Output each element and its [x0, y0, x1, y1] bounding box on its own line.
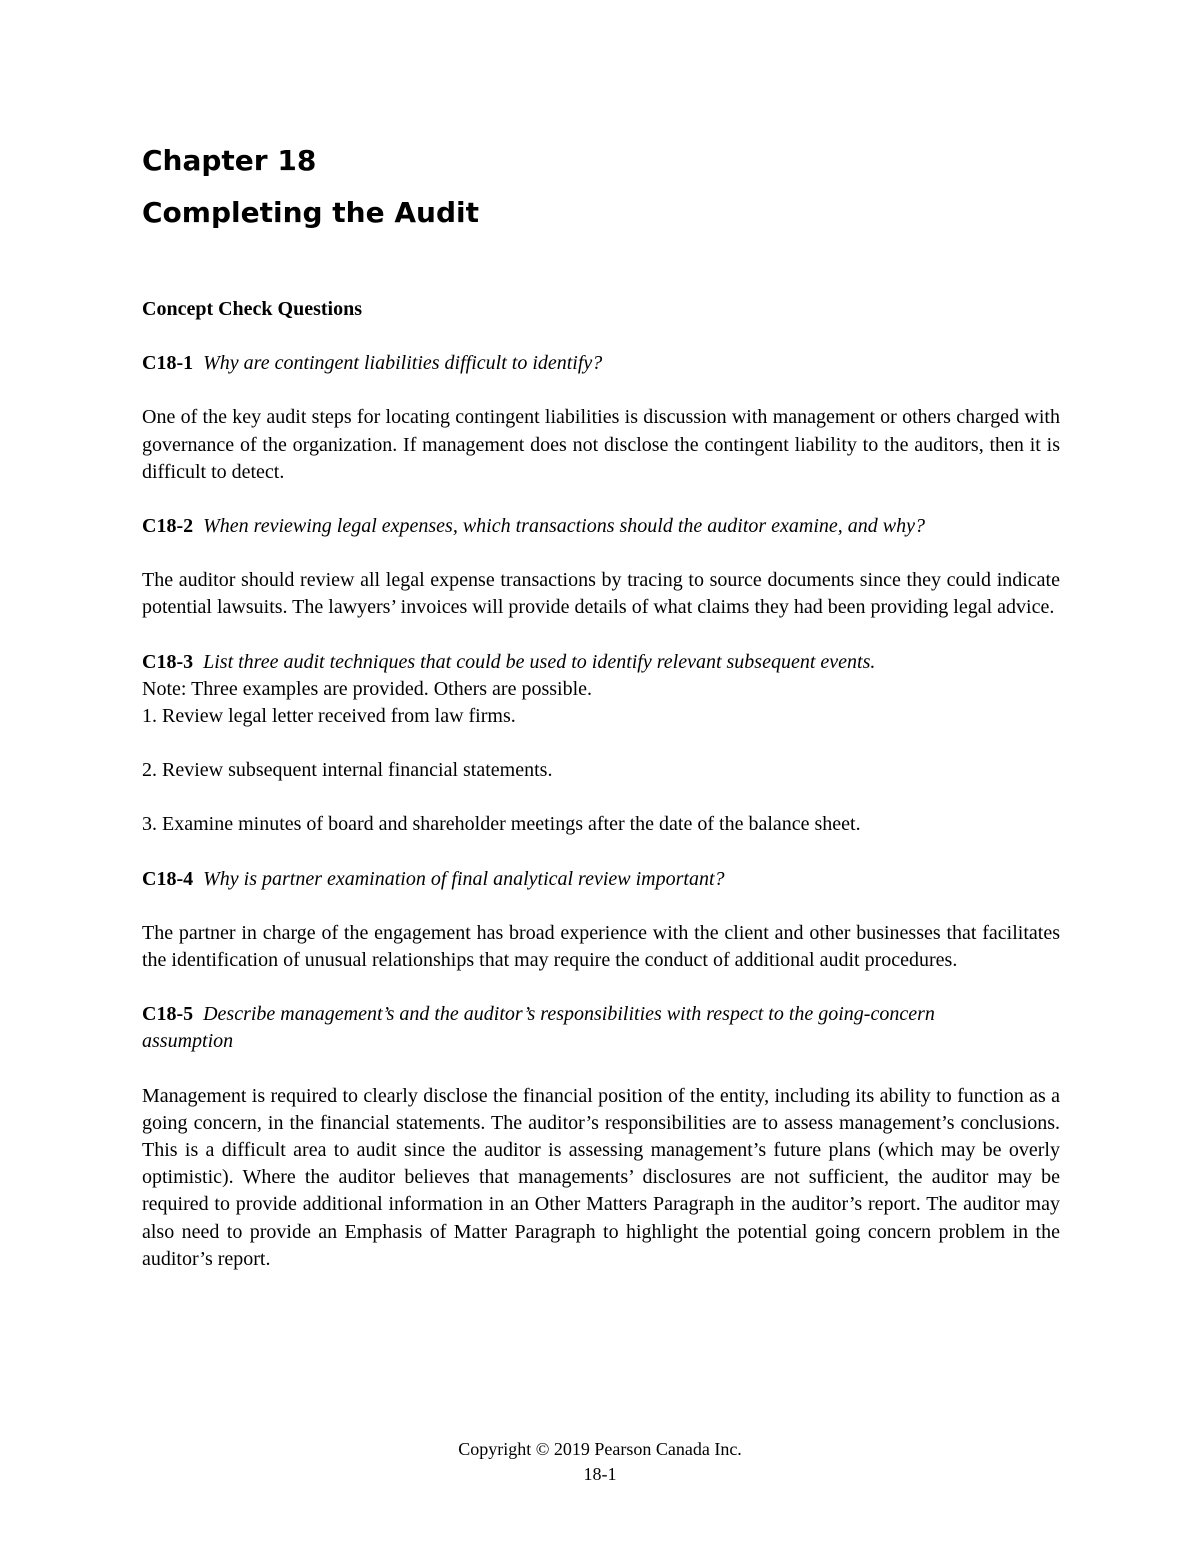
answer-c18-1: One of the key audit steps for locating contingent liabilities is discussion with management or others charged with governance of the organization. If management does not disclose the contingent liability to the auditors, then it is difficult to detect.	[142, 406, 1060, 483]
question-text: Why are contingent liabilities difficult to identify?	[203, 352, 603, 375]
question-id: C18-3	[142, 650, 194, 673]
question-c18-1	[142, 350, 1060, 377]
question-id: C18-5	[142, 1003, 194, 1026]
answer-c18-4: The partner in charge of the engagement has broad experience with the client and other businesses that facilitates the identification of unusual relationships that may require the conduct of additional audit procedures.	[142, 921, 1060, 972]
question-c18-3	[142, 649, 1060, 676]
answer-c18-5: Management is required to clearly disclose the financial position of the entity, including its ability to function as a going concern, in the financial statements. The auditor’s responsibilities are to assess management’s conclusions. This is a difficult area to audit since the auditor is assessing management’s future plans (which may be overly optimistic). Where the auditor believes that managements’ disclosures are not sufficient, the auditor may be required to provide additional information in an Other Matters Paragraph in the auditor’s report. The auditor may also need to provide an Emphasis of Matter Paragraph to highlight the potential going concern problem in the auditor’s report.	[142, 1084, 1060, 1270]
answer-c18-2: The auditor should review all legal expense transactions by tracing to source documents since they could indicate potential lawsuits. The lawyers’ invoices will provide details of what claims they had been providing legal advice.	[142, 569, 1060, 619]
question-c18-5	[142, 1001, 1060, 1055]
list-item: 3. Examine minutes of board and shareholder meetings after the date of the balance sheet.	[142, 813, 861, 836]
footer-copyright: Copyright © 2019 Pearson Canada Inc.	[458, 1439, 742, 1459]
chapter-number: Chapter 18	[142, 144, 317, 177]
list-item: 1. Review legal letter received from law firms.	[142, 705, 516, 728]
footer-page-number: 18-1	[583, 1464, 617, 1484]
question-text: List three audit techniques that could be used to identify relevant subsequent events.	[203, 650, 876, 673]
question-id: C18-2	[142, 515, 194, 538]
question-text: When reviewing legal expenses, which transactions should the auditor examine, and why?	[203, 515, 926, 538]
answer-note: Note: Three examples are provided. Others are possible.	[142, 677, 593, 700]
section-title: Concept Check Questions	[142, 298, 363, 320]
question-c18-3-block	[142, 649, 1060, 839]
list-item: 2. Review subsequent internal financial statements.	[142, 759, 553, 782]
document-body	[142, 296, 1060, 1300]
question-text: Why is partner examination of final analytical review important?	[203, 867, 725, 890]
question-id: C18-1	[142, 352, 194, 375]
question-c18-2	[142, 513, 1060, 540]
chapter-title: Completing the Audit	[142, 196, 479, 229]
question-id: C18-4	[142, 867, 194, 890]
question-c18-4	[142, 866, 1060, 893]
question-text: Describe management’s and the auditor’s responsibilities with respect to the going-concern assumption	[142, 1003, 935, 1053]
